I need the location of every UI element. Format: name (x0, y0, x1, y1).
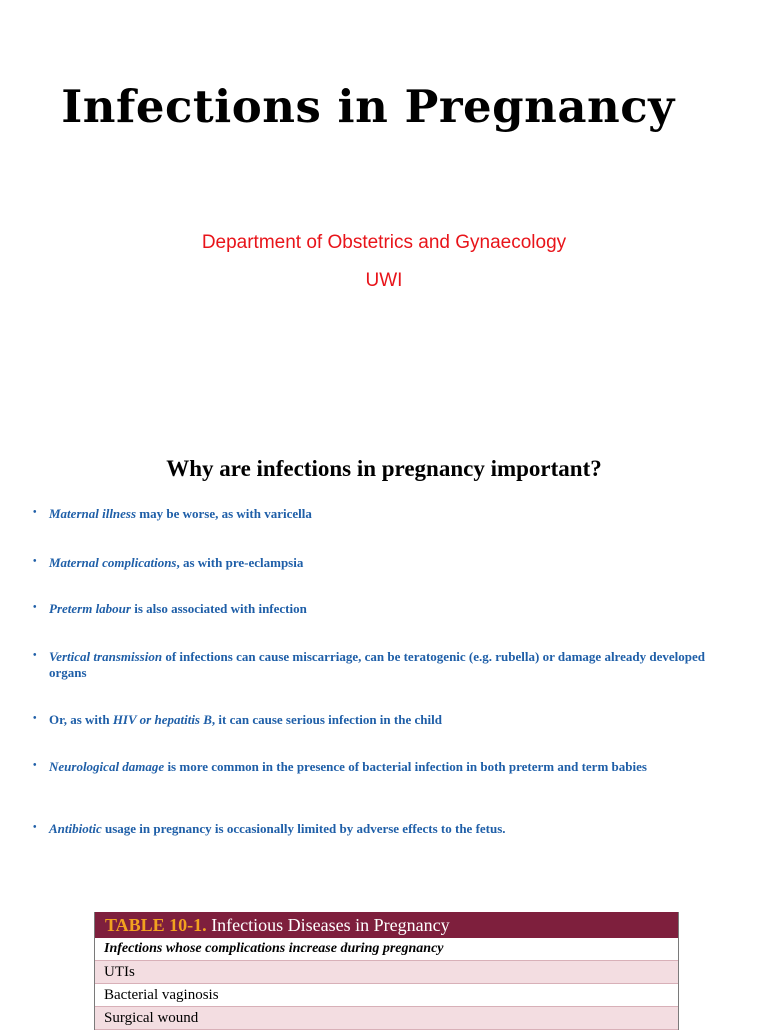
table-subheading: Infections whose complications increase during pregnancy (95, 938, 678, 961)
bullet-icon: • (33, 556, 37, 567)
institution-name: UWI (365, 270, 403, 291)
bullet-text (49, 506, 723, 522)
bullet-body: may be worse, as with varicella (136, 506, 312, 521)
bullet-icon: • (33, 760, 37, 771)
bullet-emphasis: HIV or hepatitis B (112, 712, 212, 727)
bullet-emphasis: Maternal illness (49, 506, 137, 521)
bullet-body: is more common in the presence of bacterial infection in both preterm and term babies (164, 759, 647, 774)
list-item (33, 555, 723, 571)
table-number: TABLE 10-1. (105, 915, 207, 935)
document-title: Infections in Pregnancy (61, 80, 675, 133)
bullet-text (49, 649, 723, 681)
list-item (33, 759, 723, 775)
list-item (33, 506, 723, 522)
bullet-text (49, 821, 723, 837)
table-title (95, 912, 678, 938)
bullet-icon: • (33, 822, 37, 833)
table-row: Bacterial vaginosis (95, 984, 678, 1007)
bullet-icon: • (33, 650, 37, 661)
list-item (33, 649, 723, 681)
list-item (33, 712, 723, 728)
table-row: UTIs (95, 961, 678, 984)
bullet-body: , it can cause serious infection in the child (211, 712, 442, 727)
table-caption: Infectious Diseases in Pregnancy (206, 915, 450, 935)
bullet-emphasis: Maternal complications (49, 555, 177, 570)
bullet-emphasis: Antibiotic (49, 821, 102, 836)
bullet-body: , as with pre-eclampsia (176, 555, 304, 570)
bullet-body: usage in pregnancy is occasionally limited by adverse effects to the fetus. (101, 821, 506, 836)
bullet-body: is also associated with infection (130, 601, 307, 616)
bullet-emphasis: Vertical transmission (49, 649, 163, 664)
list-item (33, 601, 723, 617)
bullet-icon: • (33, 507, 37, 518)
bullet-text (49, 712, 723, 728)
department-name: Department of Obstetrics and Gynaecology (201, 232, 567, 253)
bullet-text (49, 759, 723, 775)
bullet-icon: • (33, 602, 37, 613)
bullet-prefix: Or, as with (49, 712, 113, 727)
table-row: Surgical wound (95, 1007, 678, 1030)
infectious-diseases-table (94, 912, 679, 1030)
list-item (33, 821, 723, 837)
bullet-text (49, 555, 723, 571)
section-heading: Why are infections in pregnancy important? (166, 456, 602, 481)
bullet-emphasis: Neurological damage (49, 759, 165, 774)
bullet-emphasis: Preterm labour (49, 601, 131, 616)
bullet-text (49, 601, 723, 617)
bullet-icon: • (33, 713, 37, 724)
bullet-body: of infections can cause miscarriage, can be teratogenic (e.g. rubella) or damage already developed organs (49, 649, 705, 680)
